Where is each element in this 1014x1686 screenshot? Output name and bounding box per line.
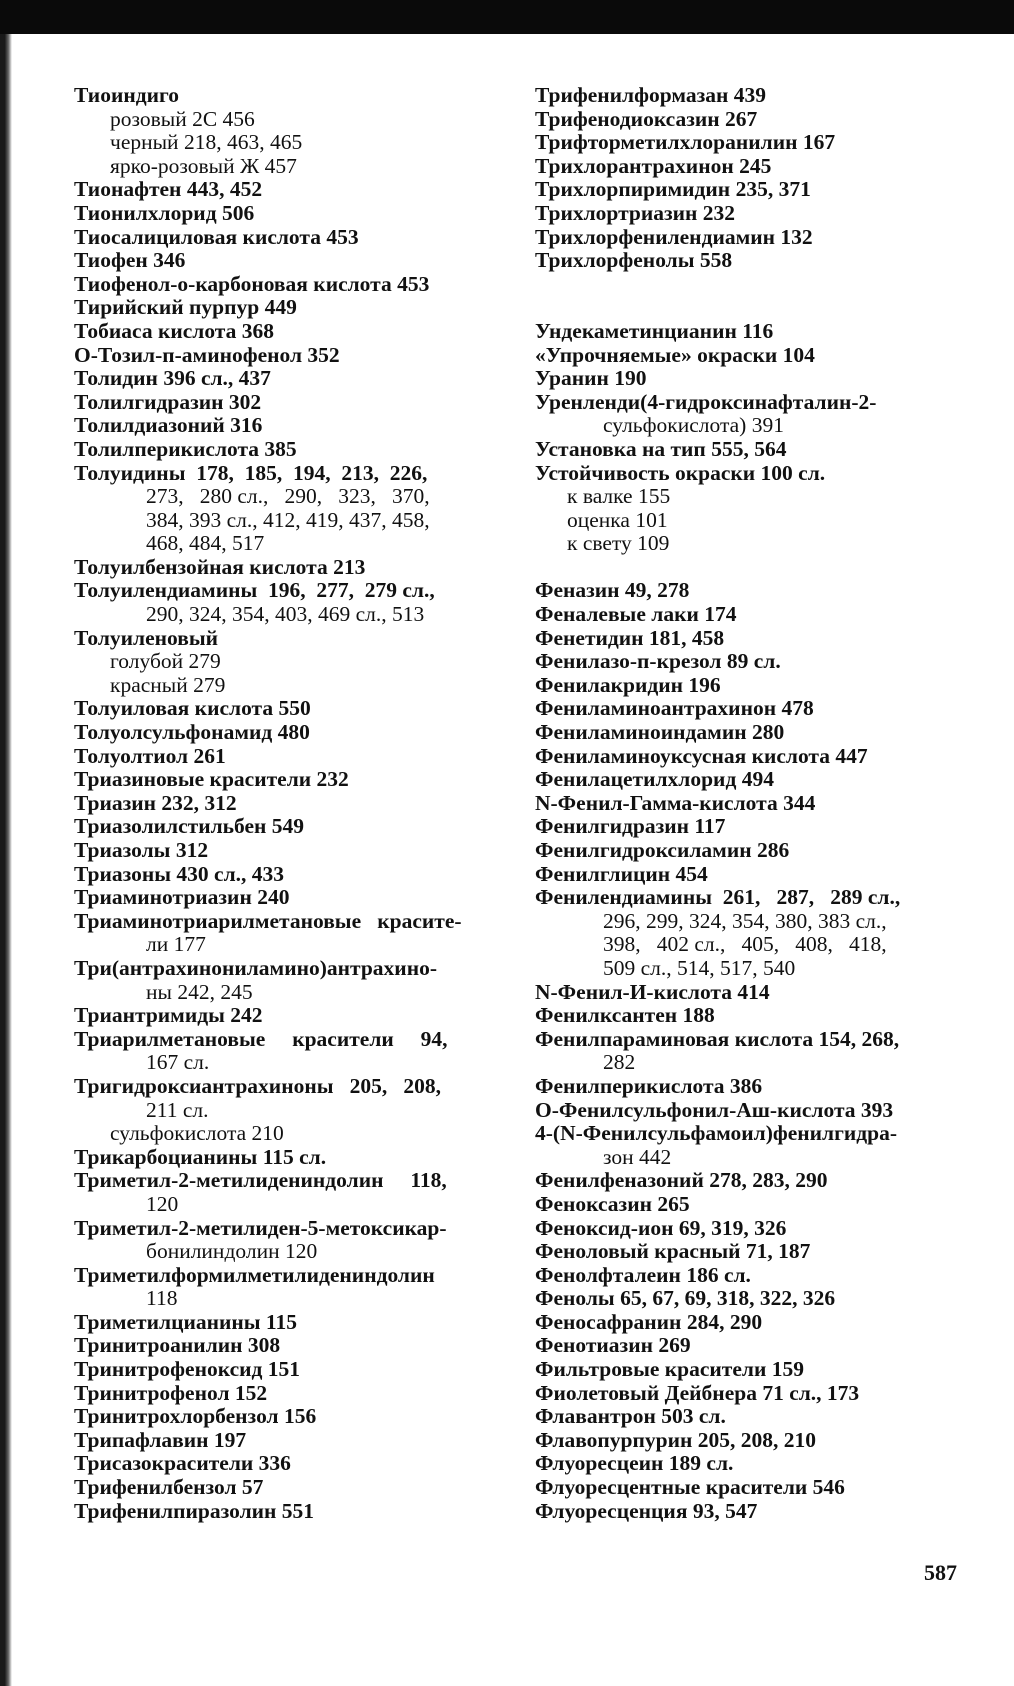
index-entry: Фиолетовый Дейбнера 71 сл., 173	[535, 1380, 860, 1405]
index-entry: 384, 393 сл., 412, 419, 437, 458,	[146, 507, 430, 532]
index-entry: сульфокислота 210	[110, 1121, 284, 1146]
index-spacer	[535, 273, 965, 297]
index-entry: Триметилформилметилидениндолин	[74, 1262, 435, 1287]
index-entry: Тобиаса кислота 368	[74, 318, 274, 343]
page-number: 587	[924, 1560, 957, 1585]
index-entry: О-Фенилсульфонил-Аш-кислота 393	[535, 1097, 894, 1122]
index-entry: Трихлорфенолы 558	[535, 248, 733, 273]
index-entry: Фенилглицин 454	[535, 861, 708, 886]
index-entry: Фенилгидразин 117	[535, 814, 726, 839]
index-entry: Феназин 49, 278	[535, 578, 690, 603]
index-entry: Триметил-2-метилиден-5-метоксикар-	[74, 1215, 447, 1240]
index-entry: Феноксид-ион 69, 319, 326	[535, 1215, 787, 1240]
index-entry: Установка на тип 555, 564	[535, 436, 787, 461]
index-entry: Тиофен 346	[74, 248, 186, 273]
index-entry: Флавопурпурин 205, 208, 210	[535, 1427, 817, 1452]
index-entry: Уренленди(4-гидроксинафталин-2-	[535, 389, 877, 414]
index-entry: Фенетидин 181, 458	[535, 625, 725, 650]
index-entry: Толуиловая кислота 550	[74, 696, 311, 721]
index-entry: Толилперикислота 385	[74, 436, 297, 461]
index-entry: красный 279	[110, 672, 226, 697]
index-entry: Тринитроанилин 308	[74, 1333, 281, 1358]
index-entry: 282	[603, 1050, 636, 1075]
index-entry: 118	[146, 1286, 178, 1311]
index-entry: Триазоны 430 сл., 433	[74, 861, 285, 886]
index-entry: Трифторметилхлоранилин 167	[535, 130, 836, 155]
index-entry: Фенилендиамины 261, 287, 289 сл.,	[535, 885, 901, 910]
index-entry: 4-(N-Фенилсульфамоил)фенилгидра-	[535, 1121, 898, 1146]
index-entry: Фильтровые красители 159	[535, 1357, 804, 1382]
index-entry: Фенолфталеин 186 сл.	[535, 1262, 751, 1287]
index-entry: Фенилгидроксиламин 286	[535, 838, 790, 862]
index-entry: Флуоресцеин 189 сл.	[535, 1451, 734, 1476]
index-entry: Триазиновые красители 232	[74, 767, 349, 792]
index-entry: зон 442	[603, 1144, 672, 1169]
index-entry: Феноловый красный 71, 187	[535, 1239, 811, 1264]
index-entry: Феналевые лаки 174	[535, 602, 737, 627]
index-entry: Фенотиазин 269	[535, 1333, 691, 1358]
index-entry: 290, 324, 354, 403, 469 сл., 513	[146, 602, 425, 627]
index-entry: Триазолилстильбен 549	[74, 814, 305, 839]
index-entry: 120	[146, 1191, 179, 1216]
index-entry: Тринитрофенол 152	[74, 1380, 268, 1405]
index-entry: Толуолтиол 261	[74, 743, 226, 768]
index-spacer	[535, 556, 965, 580]
index-entry: Три(антрахинониламино)антрахино-	[74, 955, 437, 980]
index-entry: Тринитрофеноксид 151	[74, 1357, 301, 1382]
index-entry: розовый 2С 456	[110, 106, 255, 131]
index-entry: Флуоресценция 93, 547	[535, 1498, 758, 1523]
index-entry: Триаминотриарилметановые красите-	[74, 908, 462, 933]
index-entry: 167 сл.	[146, 1050, 210, 1075]
index-entry: к свету 109	[567, 531, 670, 556]
index-entry: Триаминотриазин 240	[74, 885, 290, 910]
index-entry: «Упрочняемые» окраски 104	[535, 342, 815, 367]
index-entry: Фенилазо-п-крезол 89 сл.	[535, 649, 781, 674]
index-entry: Фениламиноиндамин 280	[535, 720, 785, 745]
index-entry: Трифенилпиразолин 551	[74, 1498, 315, 1523]
index-entry: Фенилпараминовая кислота 154, 268,	[535, 1026, 900, 1051]
index-entry: ли 177	[146, 932, 206, 957]
scan-left-edge	[0, 34, 12, 1686]
index-entry: Толуиленовый	[74, 625, 219, 650]
index-entry: Тирийский пурпур 449	[74, 295, 297, 320]
index-entry: Толидин 396 сл., 437	[74, 366, 271, 391]
index-entry: Фенилксантен 188	[535, 1003, 715, 1028]
index-entry: 211 сл.	[146, 1097, 209, 1122]
index-entry: бонилиндолин 120	[146, 1239, 318, 1264]
index-entry: N-Фенил-И-кислота 414	[535, 979, 770, 1004]
index-entry: Тригидроксиантрахиноны 205, 208,	[74, 1073, 442, 1098]
index-entry: ярко-розовый Ж 457	[110, 153, 297, 178]
index-entry: Фенилакридин 196	[535, 672, 721, 697]
index-entry: 509 сл., 514, 517, 540	[603, 955, 796, 980]
index-spacer	[535, 296, 965, 320]
index-entry: Флавантрон 503 сл.	[535, 1404, 726, 1429]
index-entry: Толуилбензойная кислота 213	[74, 554, 366, 579]
index-entry: Трипафлавин 197	[74, 1427, 247, 1452]
index-entry: Толуолсульфонамид 480	[74, 720, 310, 745]
index-entry: Триметилцианины 115	[74, 1309, 297, 1334]
index-entry: Тионилхлорид 506	[74, 200, 255, 225]
index-entry: черный 218, 463, 465	[110, 130, 303, 155]
index-entry: Трихлорфенилендиамин 132	[535, 224, 813, 249]
index-entry: Трихлортриазин 232	[535, 200, 736, 225]
index-entry: Тиоиндиго	[74, 83, 179, 107]
index-entry: 296, 299, 324, 354, 380, 383 сл.,	[603, 908, 887, 933]
index-entry: Фенилперикислота 386	[535, 1073, 763, 1098]
index-entry: 398, 402 сл., 405, 408, 418,	[603, 932, 887, 957]
index-entry: Триазин 232, 312	[74, 790, 237, 815]
index-entry: Триарилметановые красители 94,	[74, 1026, 448, 1051]
index-entry: Трифенилформазан 439	[535, 83, 767, 107]
index-entry: Феноксазин 265	[535, 1191, 690, 1216]
index-entry: Толилдиазоний 316	[74, 413, 263, 438]
index-entry: N-Фенил-Гамма-кислота 344	[535, 790, 816, 815]
index-entry: к валке 155	[567, 484, 671, 509]
index-entry: Трифенодиоксазин 267	[535, 106, 758, 131]
index-entry: Фенолы 65, 67, 69, 318, 322, 326	[535, 1286, 836, 1311]
index-entry: Триазолы 312	[74, 838, 209, 862]
index-entry: Тиосалициловая кислота 453	[74, 224, 359, 249]
index-column-left	[74, 84, 504, 1523]
index-entry: Толилгидразин 302	[74, 389, 262, 414]
index-entry: Уранин 190	[535, 366, 647, 391]
index-entry: Фенилацетилхлорид 494	[535, 767, 774, 792]
index-entry: Фениламиноантрахинон 478	[535, 696, 814, 721]
index-entry: Тринитрохлорбензол 156	[74, 1404, 317, 1429]
index-entry: 273, 280 сл., 290, 323, 370,	[146, 484, 430, 509]
index-entry: Ундекаметинцианин 116	[535, 318, 774, 343]
index-entry: Феносафранин 284, 290	[535, 1309, 763, 1334]
index-entry: Фенилфеназоний 278, 283, 290	[535, 1168, 828, 1193]
index-entry: сульфокислота) 391	[603, 413, 784, 438]
index-entry: Трифенилбензол 57	[74, 1475, 264, 1500]
index-entry: Триметил-2-метилидениндолин 118,	[74, 1168, 447, 1193]
index-entry: Триантримиды 242	[74, 1003, 263, 1028]
index-entry: Трихлорантрахинон 245	[535, 153, 772, 178]
scan-top-border	[0, 0, 1014, 34]
index-entry: Трихлорпиримидин 235, 371	[535, 177, 811, 202]
index-entry: Флуоресцентные красители 546	[535, 1475, 845, 1500]
index-entry: Трикарбоцианины 115 сл.	[74, 1144, 327, 1169]
index-entry: Трисазокрасители 336	[74, 1451, 291, 1476]
index-entry: оценка 101	[567, 507, 668, 532]
index-entry: голубой 279	[110, 649, 221, 674]
index-entry: ны 242, 245	[146, 979, 253, 1004]
index-column-right	[535, 84, 965, 1523]
index-entry: О-Тозил-п-аминофенол 352	[74, 342, 340, 367]
index-entry: Тионафтен 443, 452	[74, 177, 263, 202]
index-entry: Тиофенол-о-карбоновая кислота 453	[74, 271, 430, 296]
index-entry: Толуидины 178, 185, 194, 213, 226,	[74, 460, 428, 485]
index-entry: Толуилендиамины 196, 277, 279 сл.,	[74, 578, 435, 603]
index-entry: Устойчивость окраски 100 сл.	[535, 460, 826, 485]
index-entry: Фениламиноуксусная кислота 447	[535, 743, 868, 768]
index-entry: 468, 484, 517	[146, 531, 265, 556]
